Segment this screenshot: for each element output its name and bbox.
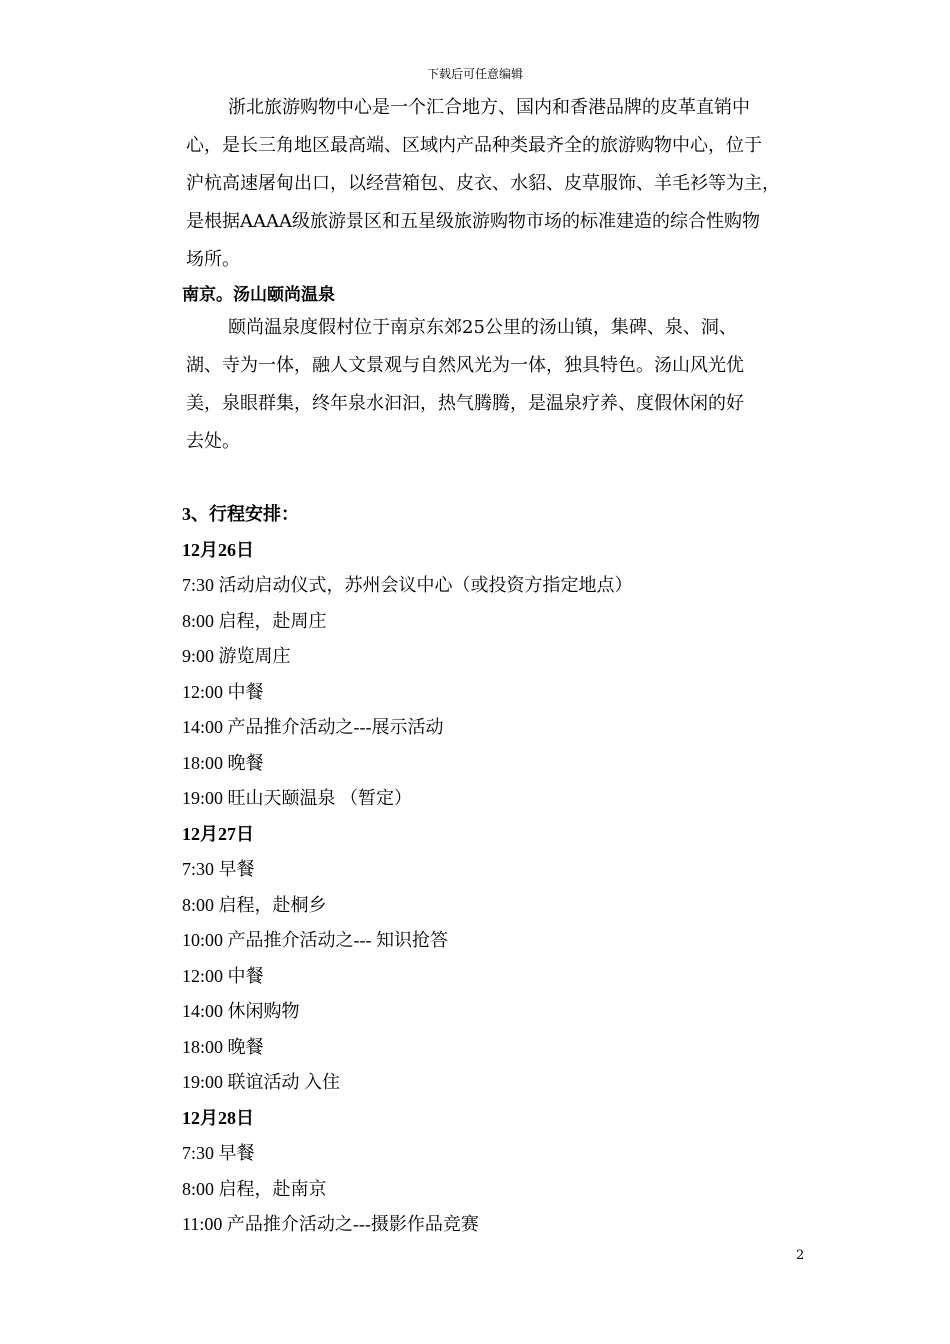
paragraph-line: 沪杭高速屠甸出口，以经营箱包、皮衣、水貂、皮草服饰、羊毛衫等为主，	[186, 173, 780, 194]
schedule-date: 12月28日	[182, 1107, 254, 1128]
schedule-item: 7:30 活动启动仪式，苏州会议中心（或投资方指定地点）	[182, 575, 633, 595]
paragraph-line: 场所。	[186, 249, 240, 270]
schedule-item: 12:00 中餐	[182, 965, 264, 986]
schedule-item: 19:00 联谊活动 入住	[182, 1072, 341, 1092]
schedule-item: 12:00 中餐	[182, 681, 264, 702]
schedule-item: 10:00 产品推介活动之--- 知识抢答	[182, 930, 448, 950]
paragraph-line: 心，是长三角地区最高端、区域内产品种类最齐全的旅游购物中心，位于	[186, 135, 762, 156]
paragraph-line: 美，泉眼群集，终年泉水汩汩，热气腾腾，是温泉疗养、度假休闲的好	[186, 393, 744, 414]
schedule-title: 3、行程安排：	[182, 504, 299, 524]
heading-nanjing-tangshan: 南京。汤山颐尚温泉	[182, 285, 335, 305]
page-header: 下载后可任意编辑	[426, 67, 523, 81]
schedule-item: 19:00 旺山天颐温泉 （暂定）	[182, 788, 412, 808]
paragraph-zhebei-shopping	[186, 89, 816, 279]
paragraph-line: 湖、寺为一体，融人文景观与自然风光为一体，独具特色。汤山风光优	[186, 355, 744, 376]
schedule-item: 14:00 产品推介活动之---展示活动	[182, 717, 444, 737]
schedule-item: 8:00 启程，赴南京	[182, 1178, 327, 1199]
schedule-item: 7:30 早餐	[182, 859, 255, 879]
schedule-item: 18:00 晚餐	[182, 752, 264, 773]
schedule-item: 8:00 启程，赴周庄	[182, 610, 327, 631]
schedule-list	[182, 497, 822, 1243]
schedule-date: 12月27日	[182, 823, 254, 844]
schedule-item: 9:00 游览周庄	[182, 646, 291, 666]
paragraph-line: 浙北旅游购物中心是一个汇合地方、国内和香港品牌的皮革直销中	[228, 97, 750, 118]
schedule-item: 7:30 早餐	[182, 1143, 255, 1163]
page-number: 2	[796, 1248, 805, 1263]
schedule-date: 12月26日	[182, 539, 254, 560]
paragraph-line: 是根据AAAA级旅游景区和五星级旅游购物市场的标准建造的综合性购物	[186, 211, 760, 232]
paragraph-line: 颐尚温泉度假村位于南京东郊25公里的汤山镇，集碑、泉、洞、	[228, 317, 737, 338]
schedule-item: 18:00 晚餐	[182, 1036, 264, 1057]
paragraph-line: 去处。	[186, 431, 240, 452]
schedule-item: 8:00 启程，赴桐乡	[182, 894, 327, 915]
paragraph-yishang-hotspring	[186, 309, 816, 461]
schedule-item: 14:00 休闲购物	[182, 1001, 300, 1021]
schedule-item: 11:00 产品推介活动之---摄影作品竞赛	[182, 1214, 479, 1234]
